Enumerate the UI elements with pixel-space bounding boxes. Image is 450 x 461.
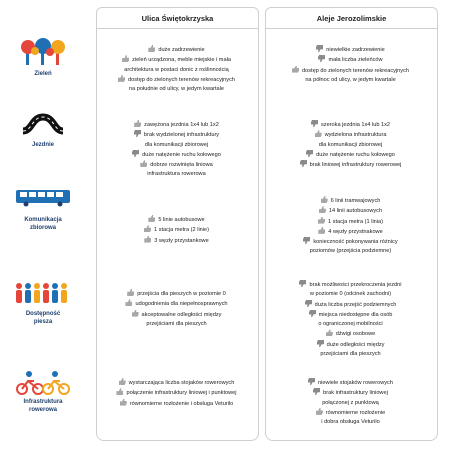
thumbs-up-icon bbox=[132, 310, 139, 317]
comparison-line: udogodnienia dla niepełnosprawnych bbox=[98, 299, 255, 309]
comparison-line: dostęp do zielonych terenów rekreacyjnych bbox=[267, 66, 434, 76]
thumbs-up-icon bbox=[326, 329, 333, 336]
comparison-line: brak liniowej infrastruktury rowerowej bbox=[267, 160, 434, 170]
comparison-line: niewiele stojaków rowerowych bbox=[267, 378, 434, 388]
thumbs-down-icon bbox=[313, 388, 320, 395]
bus-icon bbox=[14, 188, 72, 208]
thumbs-down-icon bbox=[306, 150, 313, 157]
comparison-line: równomierne rozłożenie i obsługa Veturilo bbox=[98, 399, 255, 409]
thumbs-down-icon bbox=[316, 45, 323, 52]
thumbs-up-icon bbox=[292, 66, 299, 73]
bicycles-icon bbox=[14, 370, 72, 396]
comparison-line: poziomów (przejścia podziemne) bbox=[309, 248, 392, 255]
thumbs-down-icon bbox=[134, 130, 141, 137]
comparison-line: zieleń urządzona, meble miejskie i mała bbox=[98, 55, 255, 65]
comparison-line: o ograniczonej mobilności bbox=[318, 321, 383, 328]
comparison-line: przejścia dla pieszych w poziomie 0 bbox=[98, 289, 255, 299]
comparison-line: 1 stacja metra (2 linie) bbox=[98, 225, 255, 235]
thumbs-up-icon bbox=[119, 378, 126, 385]
comparison-line: 1 stacja metra (1 linia) bbox=[267, 217, 434, 227]
comparison-line: brak infrastruktury liniowej bbox=[267, 388, 434, 398]
comparison-block-right bbox=[267, 120, 434, 170]
thumbs-up-icon bbox=[120, 399, 127, 406]
comparison-line: na południe od ulicy, w jedym kwartale bbox=[128, 86, 225, 93]
thumbs-down-icon bbox=[303, 237, 310, 244]
thumbs-up-icon bbox=[319, 206, 326, 213]
comparison-line: 4 węzły przystnakowe bbox=[267, 227, 434, 237]
comparison-line: wydzielona infrastruktura bbox=[267, 130, 434, 140]
comparison-line: przejściami dla pieszych bbox=[146, 320, 207, 327]
category-label: Zieleń bbox=[34, 71, 52, 77]
comparison-line: połączenie infrastruktury liniowej i punktowej bbox=[98, 388, 255, 398]
comparison-line: 5 linie autobusowe bbox=[98, 215, 255, 225]
thumbs-down-icon bbox=[308, 378, 315, 385]
category-jezdnie bbox=[8, 113, 78, 149]
comparison-line: dla komunikacji zbiorowej bbox=[144, 141, 209, 148]
comparison-line: konieczność pokonywania różnicy bbox=[267, 237, 434, 247]
thumbs-down-icon bbox=[132, 150, 139, 157]
comparison-line: brak możliwości przekroczenia jezdni bbox=[267, 280, 434, 290]
thumbs-up-icon bbox=[318, 227, 325, 234]
thumbs-down-icon bbox=[318, 55, 325, 62]
comparison-line: zawężona jezdnia 1x4 lub 1x2 bbox=[98, 120, 255, 130]
comparison-block-right bbox=[267, 280, 434, 359]
comparison-line: na północ od ulicy, w jedym kwartale bbox=[305, 76, 396, 83]
column-header-right: Aleje Jerozolimskie bbox=[265, 7, 438, 29]
thumbs-up-icon bbox=[140, 160, 147, 167]
category-komunikacja bbox=[8, 188, 78, 232]
thumbs-up-icon bbox=[315, 130, 322, 137]
comparison-line: mała liczba zieleńców bbox=[267, 55, 434, 65]
thumbs-up-icon bbox=[318, 217, 325, 224]
comparison-block-right bbox=[267, 196, 434, 257]
column-header-left: Ulica Świętokrzyska bbox=[96, 7, 259, 29]
thumbs-down-icon bbox=[309, 310, 316, 317]
comparison-line: duże natężenie ruchu kołowego bbox=[98, 150, 255, 160]
comparison-block-left bbox=[98, 289, 255, 329]
thumbs-up-icon bbox=[144, 225, 151, 232]
comparison-line: dźwigi osobowe bbox=[267, 329, 434, 339]
thumbs-up-icon bbox=[148, 215, 155, 222]
comparison-block-left bbox=[98, 120, 255, 180]
comparison-line: przejściami dla pieszych bbox=[320, 351, 381, 358]
thumbs-up-icon bbox=[127, 289, 134, 296]
comparison-line: dobrze rozwinięta liniowa bbox=[98, 160, 255, 170]
thumbs-down-icon bbox=[311, 120, 318, 127]
thumbs-up-icon bbox=[316, 408, 323, 415]
category-label: Infrastruktura rowerowa bbox=[23, 399, 63, 413]
comparison-line: dla komunikacji zbiorowej bbox=[318, 141, 383, 148]
comparison-line: duże natężenie ruchu kołowego bbox=[267, 150, 434, 160]
comparison-line: architektura w postaci donic z roślinnością bbox=[124, 66, 229, 73]
comparison-line: i dobra obsługa Veturilo bbox=[321, 419, 380, 426]
comparison-line: akceptowalne odległości między bbox=[98, 310, 255, 320]
road-icon bbox=[20, 113, 66, 135]
thumbs-up-icon bbox=[118, 75, 125, 82]
thumbs-down-icon bbox=[317, 340, 324, 347]
comparison-line: szeroka jezdnia 1x4 lub 1x2 bbox=[267, 120, 434, 130]
thumbs-up-icon bbox=[148, 45, 155, 52]
comparison-line: duże zadrzewienie bbox=[98, 45, 255, 55]
comparison-line: dostęp do zielonych terenów rekreacyjnych bbox=[98, 75, 255, 85]
comparison-line: 14 linii autobusowych bbox=[267, 206, 434, 216]
comparison-line: niewielkie zadrzewienie bbox=[267, 45, 434, 55]
comparison-block-right bbox=[267, 378, 434, 427]
category-infrastruktura bbox=[8, 370, 78, 414]
category-label: Dostępność piesza bbox=[25, 311, 61, 325]
category-dostepnosc bbox=[8, 282, 78, 326]
thumbs-up-icon bbox=[144, 236, 151, 243]
comparison-line: równomierne rozłożenie bbox=[267, 408, 434, 418]
comparison-block-left bbox=[98, 45, 255, 94]
comparison-line: w poziomie 0 (odcinek zachodni) bbox=[309, 291, 392, 298]
comparison-line: wystarczająca liczba stojaków rowerowych bbox=[98, 378, 255, 388]
comparison-line: duża liczba przejść podziemnych bbox=[267, 300, 434, 310]
comparison-line: duże odległości między bbox=[267, 340, 434, 350]
comparison-line: połączonej z punktową bbox=[322, 399, 379, 406]
category-label: Komunikacja zbiorowa bbox=[24, 217, 62, 231]
comparison-line: miejsca niedostępne dla osób bbox=[267, 310, 434, 320]
comparison-line: brak wydzielonej infrastruktury bbox=[98, 130, 255, 140]
category-zielen bbox=[8, 37, 78, 78]
comparison-block-left bbox=[98, 378, 255, 409]
thumbs-down-icon bbox=[300, 160, 307, 167]
comparison-line: infrastruktura rowerowa bbox=[147, 171, 206, 178]
comparison-line: 6 linii tramwajowych bbox=[267, 196, 434, 206]
thumbs-up-icon bbox=[116, 388, 123, 395]
category-label: Jezdnie bbox=[31, 142, 54, 148]
thumbs-up-icon bbox=[321, 196, 328, 203]
trees-icon bbox=[19, 37, 67, 67]
comparison-block-left bbox=[98, 215, 255, 246]
pedestrians-icon bbox=[14, 282, 72, 304]
comparison-line: 3 węzły przystankowe bbox=[98, 236, 255, 246]
comparison-block-right bbox=[267, 45, 434, 85]
thumbs-up-icon bbox=[125, 299, 132, 306]
thumbs-up-icon bbox=[122, 55, 129, 62]
thumbs-down-icon bbox=[299, 280, 306, 287]
thumbs-up-icon bbox=[134, 120, 141, 127]
thumbs-down-icon bbox=[305, 300, 312, 307]
